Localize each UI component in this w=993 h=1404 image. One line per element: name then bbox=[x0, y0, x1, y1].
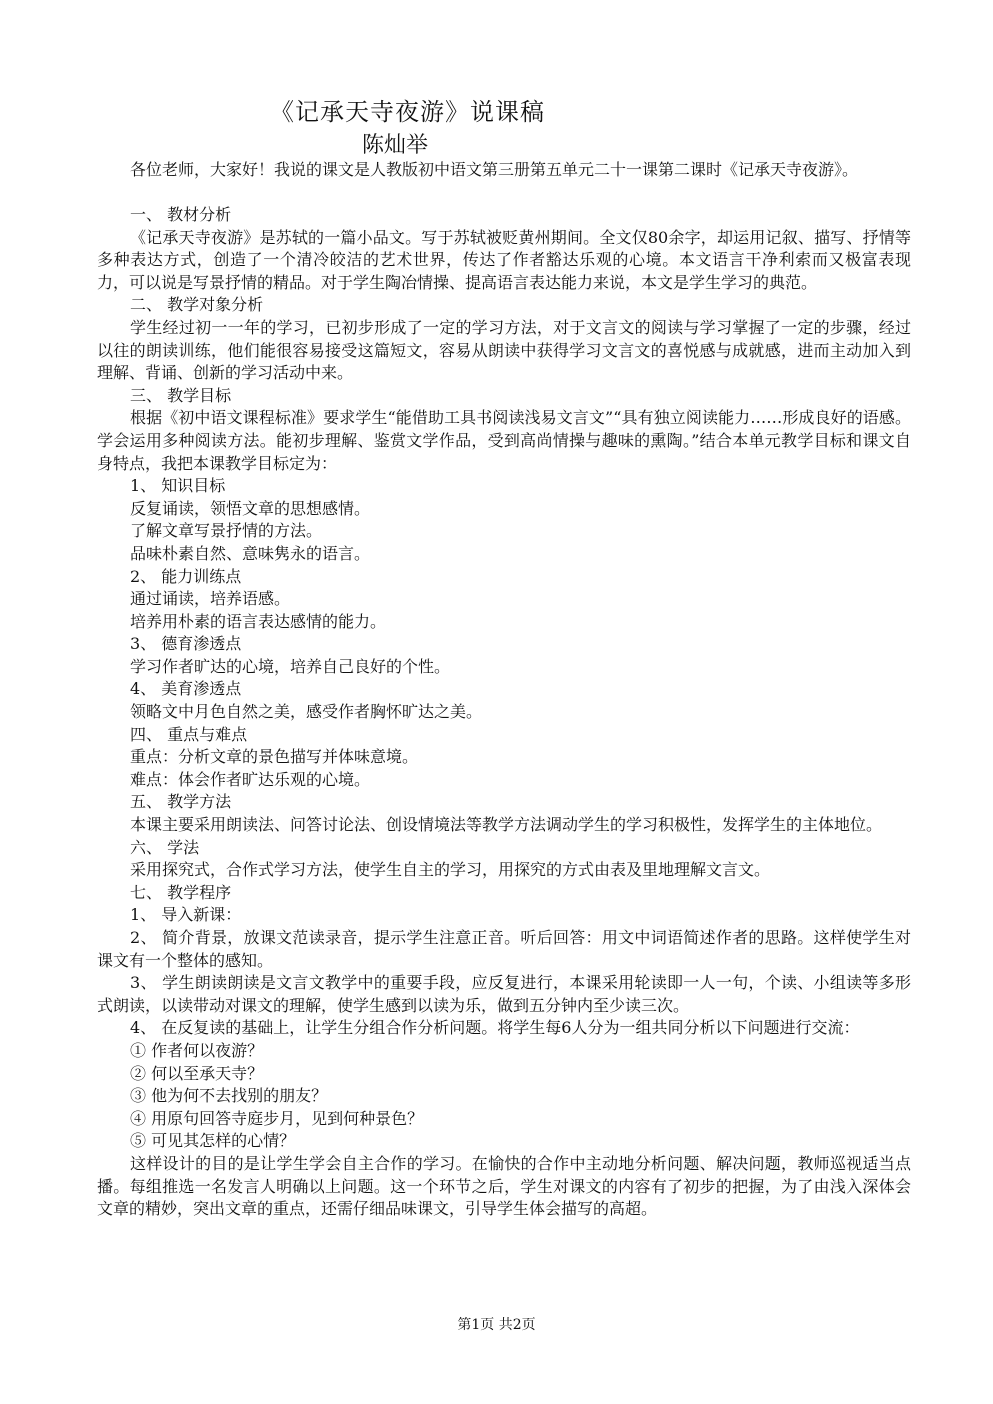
subheading: 1、 知识目标 bbox=[130, 476, 226, 496]
subheading: 2、 能力训练点 bbox=[130, 566, 242, 586]
paragraph: 《记承天寺夜游》是苏轼的一篇小品文。写于苏轼被贬黄州期间。全文仅80余字，却运用记叙、描写、抒情等多种表达方式，创造了一个清冷皎洁的艺术世界，传达了作者豁达乐观的心境。本文语言干净利索而又极富表现力，可以说是写景抒情的精品。对于学生陶冶情操、提高语言表达能力来说，本文是学生学习的典范。 bbox=[97, 227, 911, 292]
question-item: ③ 他为何不去找别的朋友？ bbox=[130, 1086, 328, 1106]
subheading: 3、 德育渗透点 bbox=[130, 634, 242, 654]
section-heading: 三、 教学目标 bbox=[130, 385, 232, 405]
paragraph: 采用探究式，合作式学习方法，使学生自主的学习，用探究的方式由表及里地理解文言文。 bbox=[130, 860, 771, 880]
section-heading: 七、 教学程序 bbox=[130, 882, 232, 902]
section-heading: 四、 重点与难点 bbox=[130, 724, 248, 744]
question-item: ② 何以至承天寺？ bbox=[130, 1063, 264, 1083]
section-heading: 一、 教材分析 bbox=[130, 205, 232, 224]
paragraph: 3、 学生朗读朗读是文言文教学中的重要手段，应反复进行，本课采用轮读即一人一句，个读、小组读等多形式朗读，以读带动对课文的理解，使学生感到以读为乐，做到五分钟内至少读三次。 bbox=[97, 973, 911, 1015]
page-footer: 第1页 共2页 bbox=[457, 1317, 536, 1333]
paragraph: 这样设计的目的是让学生学会自主合作的学习。在愉快的合作中主动地分析问题、解决问题，教师巡视适当点播。每组推选一名发言人明确以上问题。这一个环节之后，学生对课文的内容有了初步的把握，为了由浅入深体会文章的精妙，突出文章的重点，还需仔细品味课文，引导学生体会描写的高超。 bbox=[97, 1153, 911, 1219]
paragraph: 本课主要采用朗读法、问答讨论法、创设情境法等教学方法调动学生的学习积极性，发挥学生的主体地位。 bbox=[130, 815, 883, 835]
list-item: 反复诵读，领悟文章的思想感情。 bbox=[130, 498, 371, 518]
question-item: ⑤ 可见其怎样的心情？ bbox=[130, 1131, 296, 1151]
list-item: 了解文章写景抒情的方法。 bbox=[130, 521, 323, 541]
list-item: 学习作者旷达的心境，培养自己良好的个性。 bbox=[130, 656, 451, 676]
list-item: 重点：分析文章的景色描写并体味意境。 bbox=[130, 747, 419, 767]
list-item: 通过诵读，培养语感。 bbox=[130, 589, 291, 609]
document-title: 《记承天寺夜游》说课稿 bbox=[270, 98, 545, 126]
paragraph: 学生经过初一一年的学习，已初步形成了一定的学习方法，对于文言文的阅读与学习掌握了一定的步骤，经过以往的朗读训练，他们能很容易接受这篇短文，容易从朗读中获得学习文言文的喜悦感与成就感，进而主动加入到理解、背诵、创新的学习活动中来。 bbox=[97, 317, 911, 383]
list-item: 领略文中月色自然之美，感受作者胸怀旷达之美。 bbox=[130, 702, 483, 722]
document-body bbox=[97, 204, 911, 1221]
section-heading: 六、 学法 bbox=[130, 837, 200, 857]
section-heading: 五、 教学方法 bbox=[130, 792, 232, 812]
author-name: 陈灿举 bbox=[362, 133, 429, 158]
section-heading: 二、 教学对象分析 bbox=[130, 295, 264, 315]
paragraph: 2、 简介背景，放课文范读录音，提示学生注意正音。听后回答：用文中词语简述作者的思路。这样使学生对课文有一个整体的感知。 bbox=[97, 928, 911, 970]
list-item: 培养用朴素的语言表达感情的能力。 bbox=[130, 611, 387, 631]
question-item: ④ 用原句回答寺庭步月，见到何种景色？ bbox=[130, 1108, 424, 1128]
list-item: 品味朴素自然、意味隽永的语言。 bbox=[130, 543, 371, 563]
subheading: 4、 美育渗透点 bbox=[130, 679, 242, 699]
paragraph: 根据《初中语文课程标准》要求学生“能借助工具书阅读浅易文言文”“具有独立阅读能力……形成良好的语感。学会运用多种阅读方法。能初步理解、鉴赏文学作品，受到高尚情操与趣味的熏陶。”结合本单元教学目标和课文自身特点，我把本课教学目标定为： bbox=[97, 408, 911, 473]
list-item: 难点：体会作者旷达乐观的心境。 bbox=[130, 769, 371, 789]
paragraph: 4、 在反复读的基础上，让学生分组合作分析问题。将学生每6人分为一组共同分析以下问题进行交流： bbox=[130, 1018, 860, 1038]
subheading: 1、 导入新课： bbox=[130, 905, 242, 925]
question-item: ① 作者何以夜游？ bbox=[130, 1040, 264, 1060]
intro-paragraph: 各位老师，大家好！我说的课文是人教版初中语文第三册第五单元二十一课第二课时《记承天寺夜游》。 bbox=[130, 160, 859, 179]
